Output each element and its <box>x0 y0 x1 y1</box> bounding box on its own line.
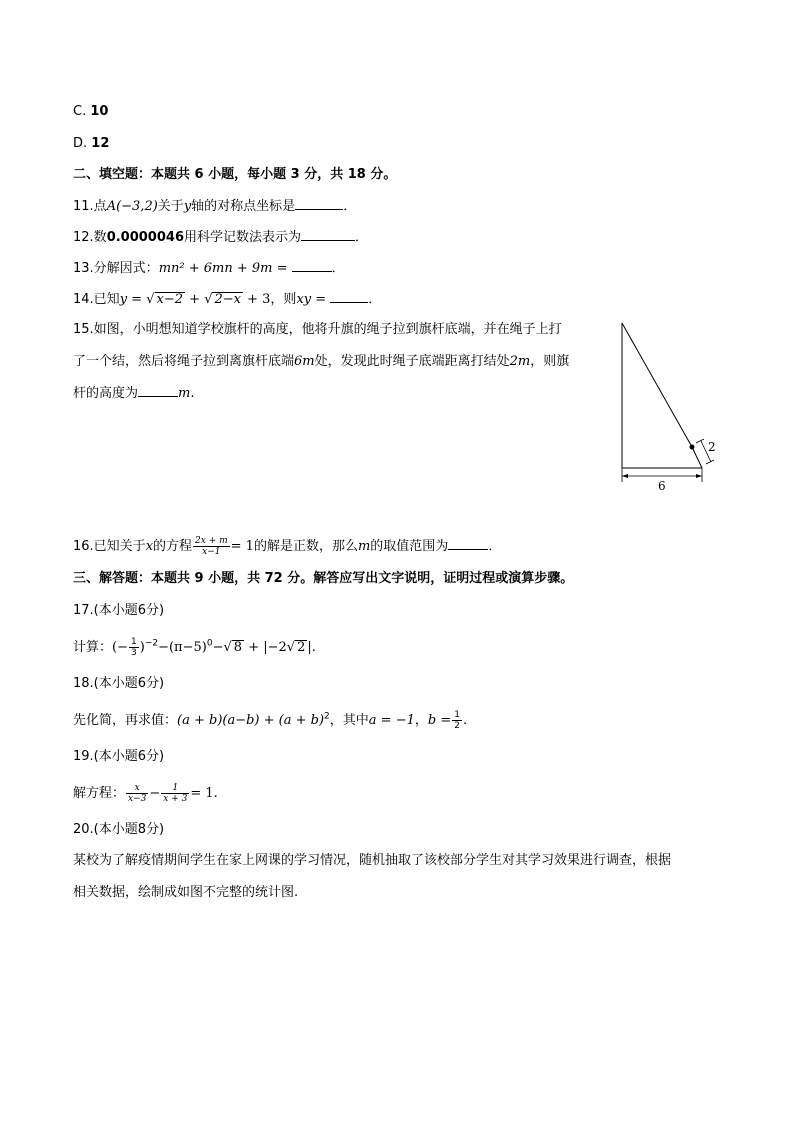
q17-frac-den: 3 <box>130 648 137 658</box>
q19-title: 19.(本小题6分) <box>73 749 165 764</box>
q19-f2-den: x + 3 <box>163 794 188 804</box>
dim-6-arrow-right <box>696 474 702 478</box>
q17-radical-sign-8: √ <box>223 640 232 655</box>
option-d <box>73 135 109 153</box>
question-15-line-3 <box>73 384 194 403</box>
q12-answer-blank[interactable] <box>301 228 355 241</box>
q17-frac-num: 1 <box>130 637 137 647</box>
q12-prefix: 12.数 <box>73 230 107 245</box>
question-13 <box>73 259 345 278</box>
q19-fraction-2 <box>161 783 189 804</box>
q17-fraction <box>129 637 139 658</box>
q11-post: 轴的对称点坐标是 <box>191 199 296 214</box>
q15-line2-c: ，则旗 <box>530 354 570 369</box>
q18-prefix: 先化简，再求值： <box>73 713 178 728</box>
q17-radical-sign-2: √ <box>286 640 296 655</box>
q16-equals: = 1 <box>230 539 254 554</box>
q17-exp-neg2: −2 <box>144 638 159 649</box>
q12-post: 用科学记数法表示为 <box>184 230 302 245</box>
flagpole-figure <box>612 318 722 493</box>
q18-comma: ， <box>414 713 428 728</box>
q11-prefix: 11.点 <box>73 199 107 214</box>
q16-fraction <box>193 536 230 557</box>
q14-plus-3: + 3 <box>247 292 271 307</box>
question-16 <box>73 536 501 557</box>
q13-answer-blank[interactable] <box>292 259 332 272</box>
q16-post2: 的取值范围为 <box>370 539 449 554</box>
q16-post: 的解是正数，那么 <box>253 539 358 554</box>
q15-end: . <box>190 386 195 401</box>
q19-prefix: 解方程： <box>73 786 126 801</box>
q13-prefix: 13.分解因式： <box>73 261 159 276</box>
q20-line-2: 相关数据，绘制成如图不完整的统计图. <box>73 885 299 900</box>
q12-end: ． <box>355 230 369 245</box>
q16-x: x <box>145 539 154 554</box>
q16-prefix: 16.已知关于 <box>73 539 146 554</box>
q18-frac-num: 1 <box>454 710 460 720</box>
q17-radicand-8: 8 <box>233 640 243 655</box>
q14-plus-1: + <box>189 292 201 307</box>
dim-2-tick-top <box>696 439 704 443</box>
option-d-value: 12 <box>91 136 110 151</box>
q15-distance-2m: 2m <box>509 354 531 369</box>
q14-radicand-2: 2−x <box>214 292 241 307</box>
label-2: 2 <box>708 440 716 454</box>
q14-prefix: 14.已知 <box>73 292 120 307</box>
q18-expr: (a + b)(a−b) + (a + b) <box>177 713 325 728</box>
q16-mid: 的方程 <box>153 539 193 554</box>
q15-answer-blank[interactable] <box>138 384 178 397</box>
q13-expression: mn² + 6mn + 9m = <box>158 261 288 276</box>
q17-pi-term: −(π−5) <box>158 640 207 655</box>
q17-exp-0: 0 <box>206 638 213 649</box>
q17-end: |. <box>307 640 316 655</box>
section-fill-blank-heading: 二、填空题：本题共 6 小题，每小题 3 分，共 18 分。 <box>73 167 397 182</box>
q11-mid: 关于 <box>157 199 184 214</box>
q18-mid: ，其中 <box>329 713 369 728</box>
q16-numerator: 2x + m <box>195 536 228 546</box>
question-15-line-2 <box>73 353 569 371</box>
q15-line2-a: 了一个结，然后将绳子拉到离旗杆底端 <box>73 354 295 369</box>
q16-end: ． <box>488 539 502 554</box>
option-c-value: 10 <box>90 104 109 119</box>
q15-distance-6m: 6m <box>294 354 315 369</box>
q15-unit: m <box>178 386 191 401</box>
q20-title: 20.(本小题8分) <box>73 822 165 837</box>
q19-f1-num: x <box>126 783 148 794</box>
q17-title: 17.(本小题6分) <box>73 603 165 618</box>
q14-xy: xy = <box>296 292 327 307</box>
rope-line <box>622 323 692 447</box>
q17-open: (− <box>112 640 128 655</box>
q14-radical-sign-1: √ <box>146 292 155 307</box>
q19-fraction-1 <box>126 783 148 804</box>
q18-fraction <box>452 710 462 731</box>
section-solve-heading: 三、解答题：本题共 9 小题，共 72 分。解答应写出文字说明，证明过程或演算步骤。 <box>73 571 574 586</box>
question-11 <box>73 197 356 216</box>
rope-end-line <box>692 447 702 468</box>
q14-radical-sign-2: √ <box>204 292 213 307</box>
q14-radicand-1: x−2 <box>156 292 183 307</box>
q19-expression <box>73 783 218 804</box>
q12-number: 0.0000046 <box>106 230 184 245</box>
q15-line2-b: 处，发现此时绳子底端距离打结处 <box>314 354 510 369</box>
q11-axis: y <box>183 199 192 214</box>
q16-m: m <box>357 539 371 554</box>
q17-prefix: 计算： <box>73 640 113 655</box>
q19-f1-den: x−3 <box>128 794 147 804</box>
q14-y-eq: y = <box>119 292 143 307</box>
q17-close: ) <box>139 640 145 655</box>
question-15-line-1: 15.如图，小明想知道学校旗杆的高度，他将升旗的绳子拉到旗杆底端，并在绳子上打 <box>73 322 562 337</box>
q11-point: A(−3,2) <box>106 199 158 214</box>
q14-end: ． <box>368 292 382 307</box>
knot-dot <box>690 445 695 450</box>
q14-mid: ，则 <box>270 292 297 307</box>
q17-expression <box>73 637 316 658</box>
q11-end: ． <box>343 199 357 214</box>
q19-f2-num: 1 <box>161 783 189 794</box>
q17-abs-open: + |−2 <box>248 640 287 655</box>
q19-equals: = 1. <box>190 786 218 801</box>
question-12 <box>73 228 368 247</box>
q17-radicand-2: 2 <box>297 640 306 655</box>
question-14 <box>73 290 381 309</box>
q11-answer-blank[interactable] <box>295 197 343 210</box>
option-c <box>73 103 108 121</box>
q18-b-eq: b = <box>427 713 452 728</box>
q18-end: . <box>462 713 468 728</box>
q18-expression <box>73 710 467 731</box>
option-c-letter: C. <box>73 104 91 119</box>
q15-line3-a: 杆的高度为 <box>73 386 139 401</box>
q14-answer-blank[interactable] <box>330 290 368 303</box>
label-6: 6 <box>658 479 666 493</box>
q17-minus: − <box>212 640 224 655</box>
q18-title: 18.(本小题6分) <box>73 676 165 691</box>
q20-line-1: 某校为了解疫情期间学生在家上网课的学习情况，随机抽取了该校部分学生对其学习效果进行调查，根据 <box>73 853 672 868</box>
q18-exp: 2 <box>324 711 330 722</box>
q19-minus: − <box>149 786 161 801</box>
q16-answer-blank[interactable] <box>448 537 488 550</box>
q18-frac-den: 2 <box>454 721 460 731</box>
option-d-letter: D. <box>73 136 92 151</box>
q16-denominator: x−1 <box>202 547 221 557</box>
dim-6-arrow-left <box>622 474 628 478</box>
q18-a-value: a = −1 <box>368 713 415 728</box>
q13-end: ． <box>331 261 345 276</box>
